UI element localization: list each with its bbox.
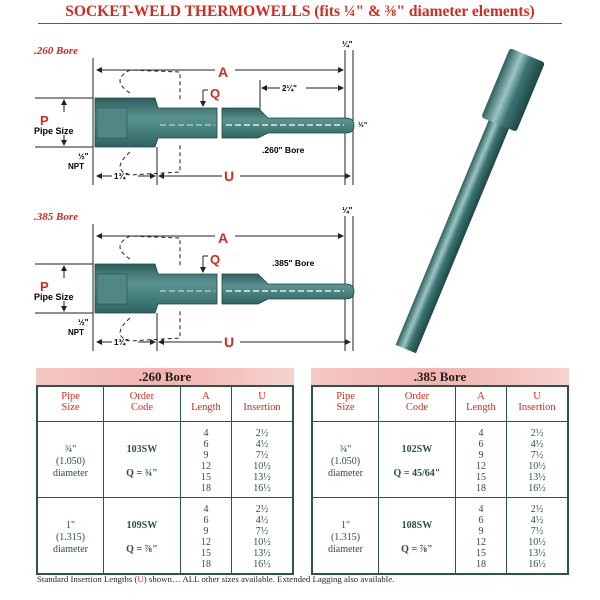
pipe-size-label: Pipe Size — [34, 126, 74, 136]
column-header: Pipe Size — [312, 386, 379, 422]
column-header: U Insertion — [232, 386, 293, 422]
pipe-size-label: Pipe Size — [34, 292, 74, 302]
npt-label: NPT — [68, 328, 84, 337]
table-title: .260 Bore — [36, 368, 294, 385]
dimension-u-label: U — [224, 334, 235, 350]
table-row — [312, 498, 568, 575]
dimension-p-label: P — [40, 113, 49, 128]
order-code: 102SW — [401, 444, 433, 455]
bore-dimension-label: .260" Bore — [262, 145, 305, 155]
column-header: U Insertion — [507, 386, 568, 422]
thermowell-diagram — [0, 30, 380, 200]
length-cell: 4 6 9 12 15 18 — [180, 498, 231, 575]
column-header: Pipe Size — [37, 386, 104, 422]
wall-dimension: ¼" — [342, 206, 353, 215]
tip-length-dimension: 2¼" — [282, 84, 297, 93]
pipe-size-cell: 1" (1.315) diameter — [312, 498, 379, 575]
footer-note: Standard Insertion Lengths (U) shown… ALL other sizes available. Extended Lagging also available. — [37, 574, 395, 584]
bore-dimension-label: .385" Bore — [272, 258, 315, 268]
lag-dimension: 1¾" — [114, 338, 129, 347]
dimension-q-label: Q — [210, 252, 221, 267]
length-cell: 4 6 9 12 15 18 — [455, 422, 506, 498]
lag-dimension: 1¾" — [114, 172, 129, 181]
order-code-cell — [104, 498, 181, 575]
npt-label: NPT — [68, 162, 84, 171]
thermowell-diagram — [0, 196, 380, 366]
table-row — [37, 422, 293, 498]
page-title: SOCKET-WELD THERMOWELLS (fits ¼" & ⅜" diameter elements) — [38, 3, 562, 24]
npt-fraction: ½" — [78, 318, 89, 327]
thermowell-photo — [380, 30, 580, 370]
insertion-cell: 2½ 4½ 7½ 10½ 13½ 16½ — [232, 498, 293, 575]
dimension-a-label: A — [218, 64, 229, 80]
npt-fraction: ½" — [78, 152, 89, 161]
insertion-cell: 2½ 4½ 7½ 10½ 13½ 16½ — [507, 498, 568, 575]
dimension-u-label: U — [224, 168, 235, 184]
table-row — [312, 422, 568, 498]
q-value: Q = ⅞" — [126, 544, 158, 555]
bore-title: .385 Bore — [34, 211, 78, 223]
length-cell: 4 6 9 12 15 18 — [180, 422, 231, 498]
table-title: .385 Bore — [311, 368, 569, 385]
bore-260-table — [36, 368, 294, 575]
table-row — [37, 498, 293, 575]
bore-385-table — [311, 368, 569, 575]
pipe-size-cell: 1" (1.315) diameter — [37, 498, 104, 575]
pipe-size-cell: ¾" (1.050) diameter — [37, 422, 104, 498]
bore-title: .260 Bore — [34, 45, 78, 57]
order-code: 103SW — [126, 444, 158, 455]
order-code-cell — [379, 422, 456, 498]
column-header: A Length — [455, 386, 506, 422]
pipe-size-cell: ¾" (1.050) diameter — [312, 422, 379, 498]
wall-dimension: ¼" — [342, 40, 353, 49]
dimension-q-label: Q — [210, 86, 221, 101]
insertion-cell: 2½ 4½ 7½ 10½ 13½ 16½ — [507, 422, 568, 498]
insertion-cell: 2½ 4½ 7½ 10½ 13½ 16½ — [232, 422, 293, 498]
dimension-p-label: P — [40, 279, 49, 294]
order-code: 108SW — [401, 520, 433, 531]
q-value: Q = ⅞" — [401, 544, 433, 555]
q-value: Q = ¾" — [126, 468, 158, 479]
tip-diameter-dimension: ½" — [358, 122, 368, 129]
column-header: A Length — [180, 386, 231, 422]
length-cell: 4 6 9 12 15 18 — [455, 498, 506, 575]
q-value: Q = 45/64" — [393, 468, 441, 479]
column-header: Order Code — [104, 386, 181, 422]
order-code-cell — [379, 498, 456, 575]
column-header: Order Code — [379, 386, 456, 422]
dimension-a-label: A — [218, 230, 229, 246]
order-code: 109SW — [126, 520, 158, 531]
order-code-cell — [104, 422, 181, 498]
